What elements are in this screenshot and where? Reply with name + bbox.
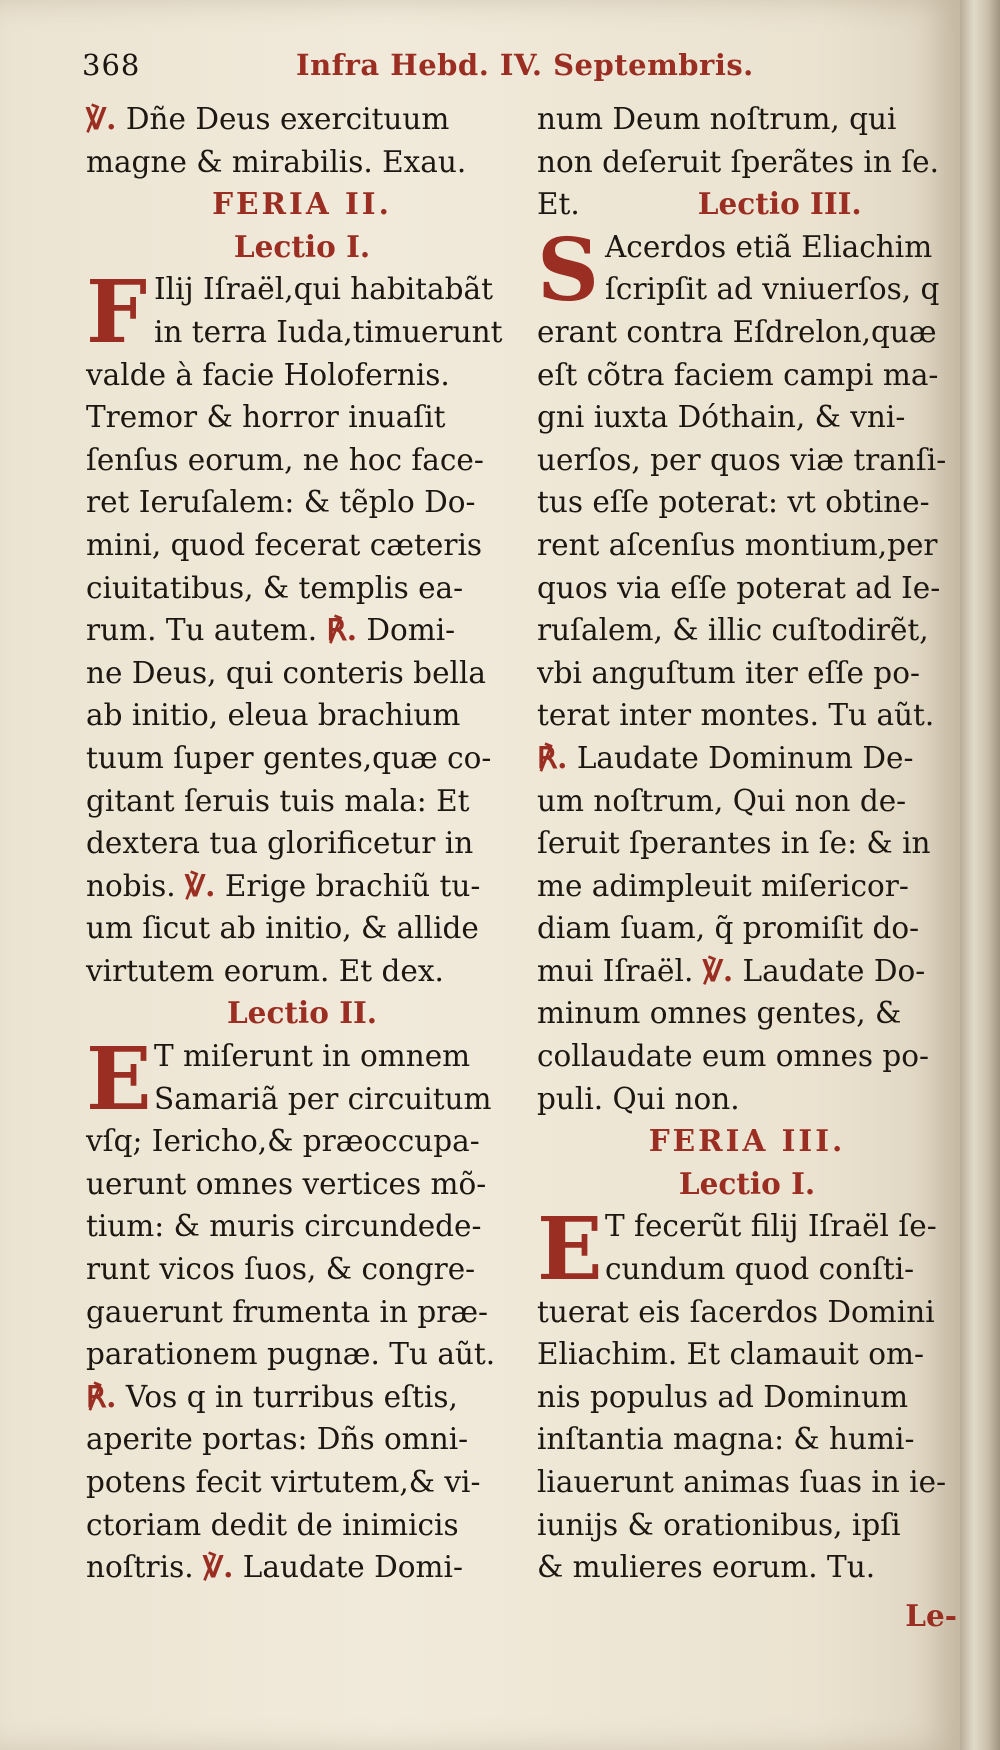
lectio-heading: Lectio I. [233, 228, 371, 264]
lectio-opening [86, 262, 518, 364]
text-line: um ſicut ab initio, & allide [86, 911, 479, 946]
page-number: 368 [82, 48, 141, 82]
lectio-heading: Lectio I. [678, 1165, 816, 1201]
text-span: noſtris. [86, 1550, 203, 1585]
text-line: dextera tua glorificetur in [86, 826, 474, 861]
text-line: parationem pugnæ. Tu aũt. [86, 1337, 496, 1372]
lectio-opening [537, 1199, 957, 1301]
text-line: Acerdos etiã Eliachim [605, 229, 933, 264]
text-line: Tremor & horror inuaſit [86, 400, 446, 435]
lectio-opening [537, 219, 957, 321]
text-line: inſtantia magna: & humi- [537, 1422, 915, 1457]
drop-cap: F [86, 262, 148, 364]
text-line: uerſos, per quos viæ tranſi- [537, 442, 947, 477]
catchword: Le- [905, 1597, 957, 1633]
text-line: gauerunt frumenta in præ- [86, 1294, 489, 1329]
responsory-line [537, 737, 957, 780]
text-span: Laudate Dominum De- [567, 740, 914, 775]
text-line: iunijs & orationibus, ipſi [537, 1507, 901, 1542]
drop-cap: E [537, 1199, 603, 1301]
text-span: Et. [537, 187, 580, 222]
text-line: liauerunt animas ſuas in ie- [537, 1465, 947, 1499]
text-line: ab initio, eleua brachium [86, 698, 461, 733]
text-line: ctoriam dedit de inimicis [86, 1507, 459, 1542]
text-span: mui Iſraël. [537, 953, 703, 988]
lectio-heading: Lectio II. [226, 995, 378, 1031]
text-line: rent aſcenſus montium,per [537, 527, 938, 562]
text-line: cundum quod conſti- [605, 1252, 915, 1287]
text-line: T miſerunt in omnem [154, 1039, 471, 1074]
text-line: T fecerũt filij Iſraël ſe- [605, 1209, 937, 1244]
versicle-line [86, 865, 518, 908]
lectio-heading: Lectio III. [697, 186, 862, 222]
text-span: nobis. [86, 868, 185, 903]
responsory-line [86, 1376, 518, 1419]
left-column [86, 98, 518, 1589]
text-line: gitant ſeruis tuis mala: Et [86, 783, 470, 818]
text-line: tuerat eis ſacerdos Domini [537, 1294, 935, 1329]
text-line: gni iuxta Dóthain, & vni- [537, 400, 906, 435]
text-line: ſeruit ſperantes in ſe: & in [537, 826, 931, 861]
drop-cap: S [537, 219, 600, 321]
text-line: potens fecit virtutem,& vi- [86, 1465, 481, 1499]
text-span: Erige brachiũ tu- [215, 868, 481, 903]
text-line: runt vicos ſuos, & congre- [86, 1252, 476, 1287]
text-line: ſcripſit ad vniuerſos, q [605, 272, 940, 307]
lectio-opening [86, 1029, 518, 1131]
running-head [82, 48, 862, 92]
text-line: virtutem eorum. Et dex. [86, 953, 444, 988]
text-line: num Deum noſtrum, qui [537, 102, 897, 136]
text-line: tuum ſuper gentes,quæ co- [86, 740, 492, 775]
right-column [537, 98, 957, 1637]
text-line: ſenſus eorum, ne hoc face- [86, 442, 484, 477]
text-line: Eliachim. Et clamauit om- [537, 1337, 924, 1372]
responsory-symbol: ℟. [86, 1378, 117, 1414]
text-line: minum omnes gentes, & [537, 996, 902, 1031]
et-lectio-line [537, 183, 957, 226]
text-line: ret Ieruſalem: & tẽplo Do- [86, 485, 476, 520]
text-line: mini, quod fecerat cæteris [86, 527, 483, 562]
text-line: collaudate eum omnes po- [537, 1039, 930, 1074]
text-line: um noſtrum, Qui non de- [537, 783, 907, 818]
text-span: Laudate Do- [733, 953, 926, 988]
running-title: Infra Hebd. IV. Septembris. [296, 48, 754, 82]
text-line: terat inter montes. Tu aũt. [537, 698, 935, 733]
responsory-symbol: ℟. [326, 612, 357, 648]
text-line: aperite portas: Dñs omni- [86, 1422, 469, 1457]
text-line: in terra Iuda,timuerunt [154, 314, 503, 349]
versicle-line [537, 950, 957, 993]
versicle-symbol: ℣. [702, 952, 734, 988]
text-line: quos via eſſe poterat ad Ie- [537, 570, 941, 605]
text-line: ciuitatibus, & templis ea- [86, 570, 464, 605]
text-line: valde à facie Holofernis. [86, 357, 450, 392]
text-line: nis populus ad Dominum [537, 1379, 909, 1414]
text-line: diam ſuam, q̃ promiſit do- [537, 911, 920, 946]
versicle-symbol: ℣. [184, 867, 216, 903]
text-line: & mulieres eorum. Tu. [537, 1550, 876, 1585]
page-edge [960, 0, 1000, 1750]
versicle-line [86, 98, 518, 141]
text-line: uerunt omnes vertices mõ- [86, 1166, 487, 1201]
text-line: tus eſſe poterat: vt obtine- [537, 485, 930, 520]
text-line: ne Deus, qui conteris bella [86, 655, 486, 690]
text-line: ruſalem, & illic cuſtodirẽt, [537, 613, 929, 648]
text-line: magne & mirabilis. Exau. [86, 144, 467, 179]
responsory-symbol: ℟. [537, 739, 568, 775]
drop-cap: E [86, 1029, 152, 1131]
text-line: puli. Qui non. [537, 1081, 740, 1116]
text-span: Vos q in turribus eſtis, [116, 1379, 458, 1414]
text-line: non deſeruit ſperãtes in ſe. [537, 144, 939, 179]
text-line: eſt cõtra faciem campi ma- [537, 357, 939, 392]
feria-heading: FERIA III. [648, 1123, 846, 1159]
text-span: rum. Tu autem. [86, 613, 327, 648]
text-line: vſq; Iericho,& præoccupa- [86, 1124, 480, 1159]
versicle-line [86, 1546, 518, 1589]
text-span: Domi- [356, 613, 456, 648]
text-line: tium: & muris circundede- [86, 1209, 482, 1244]
text-span: Laudate Domi- [233, 1550, 463, 1585]
text-line: erant contra Eſdrelon,quæ [537, 314, 937, 349]
feria-heading: FERIA II. [212, 186, 392, 222]
versicle-symbol: ℣. [202, 1549, 234, 1585]
text-line: Ilij Iſraël,qui habitabãt [154, 272, 493, 307]
text-line: Samariã per circuitum [154, 1081, 492, 1116]
text-line: vbi anguſtum iter eſſe po- [537, 655, 920, 690]
text-line: me adimpleuit miſericor- [537, 868, 909, 903]
versicle-symbol: ℣. [86, 101, 117, 136]
responsory-line [86, 609, 518, 652]
text-span: Dñe Deus exercituum [116, 102, 450, 136]
